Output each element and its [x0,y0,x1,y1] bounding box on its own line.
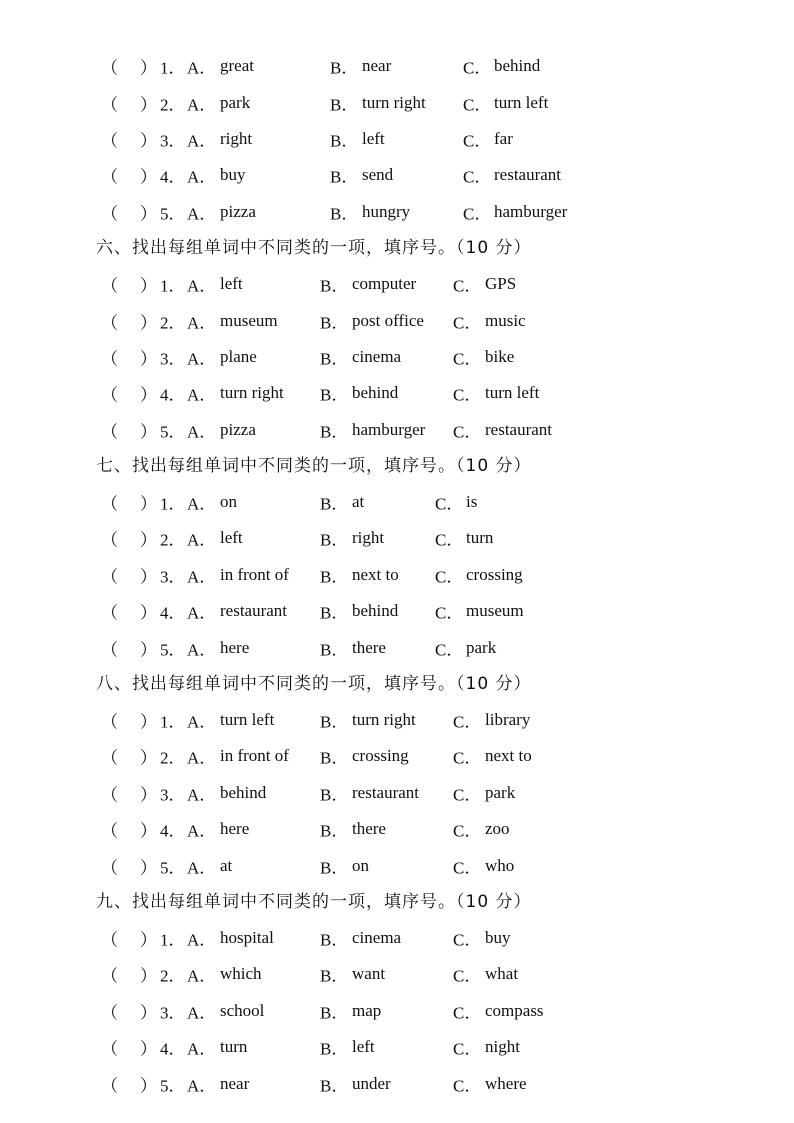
question-row [0,48,794,84]
option-a-word: in front of [220,564,289,584]
answer-paren-close: ） [140,567,157,587]
question-row [0,811,794,847]
option-a-word: which [220,964,262,984]
question-number: 1． [160,712,186,732]
question-row [0,920,794,956]
option-a-word: hospital [220,928,274,947]
option-c-label: C． [453,785,482,805]
answer-paren-open[interactable]: （ [101,966,118,986]
option-a-label: A． [187,313,217,333]
question-number: 3． [160,131,186,151]
option-a-label: A． [187,422,217,442]
question-row [0,84,794,120]
option-b-word: hungry [362,201,411,221]
answer-paren-open[interactable]: （ [101,422,118,442]
answer-paren-open[interactable]: （ [101,785,118,805]
answer-paren-close: ） [140,858,157,878]
option-b-word: map [352,1000,382,1020]
option-a-word: right [220,128,253,148]
option-b-label: B． [320,966,349,986]
answer-paren-open[interactable]: （ [101,640,118,660]
option-c-label: C． [463,58,492,78]
option-a-word: restaurant [220,601,288,621]
answer-paren-close: ） [140,167,157,187]
option-c-label: C． [463,95,492,115]
option-b-label: B． [320,748,349,768]
option-b-word: computer [352,274,417,294]
answer-paren-close: ） [140,58,157,78]
answer-paren-open[interactable]: （ [101,131,118,151]
question-section [0,666,794,884]
option-c-word: GPS [485,274,517,294]
question-row [0,1065,794,1101]
option-a-label: A． [187,385,217,405]
question-number: 5． [160,204,186,224]
option-a-label: A． [187,785,217,805]
answer-paren-close: ） [140,930,157,950]
option-c-label: C． [453,276,482,296]
question-number: 5． [160,640,186,660]
question-number: 3． [160,785,186,805]
answer-paren-close: ） [140,385,157,405]
question-number: 3． [160,1003,186,1023]
question-row [0,302,794,338]
question-number: 2． [160,748,186,768]
option-c-label: C． [453,930,482,950]
option-a-label: A． [187,131,217,151]
option-c-word: night [485,1037,520,1057]
option-c-word: crossing [466,564,523,584]
option-c-word: turn left [485,383,540,403]
question-row [0,702,794,738]
question-row [0,557,794,593]
option-c-word: park [466,637,497,657]
option-b-word: left [362,128,385,148]
answer-paren-open[interactable]: （ [101,821,118,841]
question-number: 4． [160,1039,186,1059]
question-row [0,629,794,665]
option-b-word: there [352,819,386,839]
question-row [0,1029,794,1065]
option-b-word: send [362,165,394,185]
question-number: 1． [160,276,186,296]
answer-paren-open[interactable]: （ [101,858,118,878]
option-a-word: turn [220,1037,248,1057]
option-b-label: B． [320,1003,349,1023]
option-b-label: B． [320,640,349,660]
option-c-label: C． [453,966,482,986]
question-row [0,266,794,302]
option-c-label: C． [453,422,482,442]
question-row [0,593,794,629]
answer-paren-open[interactable]: （ [101,494,118,514]
answer-paren-close: ） [140,131,157,151]
option-a-word: buy [220,165,246,185]
option-b-word: on [352,855,369,875]
option-a-word: pizza [220,419,256,439]
option-c-label: C． [435,530,464,550]
option-c-label: C． [453,1003,482,1023]
option-b-label: B． [320,858,349,878]
answer-paren-open[interactable]: （ [101,930,118,950]
option-c-label: C． [453,821,482,841]
option-c-word: restaurant [485,419,553,439]
answer-paren-open[interactable]: （ [101,385,118,405]
answer-paren-close: ） [140,1003,157,1023]
option-c-label: C． [435,494,464,514]
option-a-word: school [220,1000,265,1020]
option-a-label: A． [187,567,217,587]
option-b-label: B． [320,712,349,732]
answer-paren-open[interactable]: （ [101,276,118,296]
question-number: 5． [160,1076,186,1096]
option-a-label: A． [187,821,217,841]
option-a-label: A． [187,95,217,115]
option-c-label: C． [463,131,492,151]
option-a-label: A． [187,640,217,660]
question-number: 2． [160,966,186,986]
question-number: 2． [160,530,186,550]
answer-paren-close: ） [140,1076,157,1096]
option-c-label: C． [453,349,482,369]
answer-paren-open[interactable]: （ [101,167,118,187]
question-number: 4． [160,385,186,405]
option-a-word: turn right [220,383,284,403]
question-row [0,121,794,157]
option-a-label: A． [187,1003,217,1023]
option-a-word: left [220,528,243,548]
option-a-word: here [220,819,250,839]
option-b-word: crossing [352,746,409,766]
option-c-word: turn left [494,92,549,112]
question-number: 5． [160,422,186,442]
option-a-word: here [220,637,250,657]
option-a-word: near [220,1073,250,1093]
option-c-label: C． [453,385,482,405]
answer-paren-close: ） [140,204,157,224]
option-c-label: C． [435,603,464,623]
option-c-label: C． [453,313,482,333]
answer-paren-open[interactable]: （ [101,748,118,768]
section-heading: 七、找出每组单词中不同类的一项，填序号。（10 分） [96,455,532,476]
option-b-word: near [362,56,392,76]
option-a-word: left [220,274,243,294]
answer-paren-close: ） [140,712,157,732]
option-c-word: who [485,855,515,875]
option-b-word: want [352,964,386,984]
option-a-label: A． [187,530,217,550]
option-b-label: B． [330,204,359,224]
question-number: 3． [160,567,186,587]
option-b-label: B． [330,167,359,187]
option-b-label: B． [330,58,359,78]
option-c-word: music [485,310,526,330]
option-b-label: B． [320,785,349,805]
question-row [0,775,794,811]
answer-paren-open[interactable]: （ [101,603,118,623]
question-row [0,157,794,193]
option-a-word: museum [220,310,278,330]
option-b-word: right [352,528,385,548]
answer-paren-open[interactable]: （ [101,567,118,587]
option-c-word: far [494,128,513,148]
option-c-word: zoo [485,819,510,839]
option-c-word: buy [485,928,511,947]
option-b-word: turn right [352,710,416,730]
option-a-label: A． [187,930,217,950]
option-c-word: what [485,964,519,984]
option-b-word: cinema [352,928,402,947]
option-c-word: behind [494,56,541,76]
option-c-word: library [485,710,531,730]
option-c-label: C． [453,748,482,768]
option-a-word: at [220,855,233,875]
option-b-label: B． [320,1039,349,1059]
option-a-label: A． [187,167,217,187]
option-c-label: C． [463,167,492,187]
option-b-word: hamburger [352,419,426,439]
option-a-label: A． [187,276,217,296]
section-heading: 八、找出每组单词中不同类的一项，填序号。（10 分） [96,673,532,694]
option-a-label: A． [187,966,217,986]
answer-paren-close: ） [140,966,157,986]
option-a-label: A． [187,349,217,369]
answer-paren-close: ） [140,313,157,333]
answer-paren-open[interactable]: （ [101,712,118,732]
option-a-label: A． [187,1039,217,1059]
question-number: 1． [160,58,186,78]
option-b-label: B． [320,349,349,369]
section-heading: 六、找出每组单词中不同类的一项，填序号。（10 分） [96,237,532,258]
question-section [0,230,794,448]
question-row [0,738,794,774]
option-c-word: bike [485,346,515,366]
answer-paren-open[interactable]: （ [101,313,118,333]
option-b-word: turn right [362,92,426,112]
option-b-word: there [352,637,386,657]
section-heading: 九、找出每组单词中不同类的一项，填序号。（10 分） [96,891,532,912]
option-a-label: A． [187,58,217,78]
option-c-word: compass [485,1000,544,1020]
option-c-word: where [485,1073,527,1093]
question-number: 4． [160,821,186,841]
answer-paren-close: ） [140,821,157,841]
answer-paren-close: ） [140,276,157,296]
question-row [0,993,794,1029]
option-a-label: A． [187,603,217,623]
option-b-word: restaurant [352,782,420,802]
option-b-word: under [352,1073,391,1093]
option-b-label: B． [320,313,349,333]
option-a-word: in front of [220,746,289,766]
option-a-word: turn left [220,710,275,730]
option-c-word: restaurant [494,165,562,185]
answer-paren-open[interactable]: （ [101,204,118,224]
answer-paren-open[interactable]: （ [101,349,118,369]
answer-paren-close: ） [140,785,157,805]
option-c-word: park [485,782,516,802]
question-number: 2． [160,95,186,115]
option-b-word: next to [352,564,399,584]
option-b-label: B． [320,494,349,514]
question-row [0,847,794,883]
option-b-label: B． [320,276,349,296]
question-row [0,484,794,520]
question-number: 1． [160,494,186,514]
option-a-label: A． [187,1076,217,1096]
answer-paren-close: ） [140,95,157,115]
answer-paren-open[interactable]: （ [101,1003,118,1023]
option-a-label: A． [187,204,217,224]
answer-paren-close: ） [140,603,157,623]
option-a-label: A． [187,712,217,732]
answer-paren-close: ） [140,422,157,442]
option-b-word: at [352,492,365,512]
option-a-word: on [220,492,237,512]
option-b-label: B． [320,385,349,405]
option-b-label: B． [320,567,349,587]
question-number: 2． [160,313,186,333]
option-b-label: B． [320,930,349,950]
question-row [0,412,794,448]
question-number: 1． [160,930,186,950]
option-c-label: C． [453,858,482,878]
question-row [0,375,794,411]
question-number: 3． [160,349,186,369]
answer-paren-open[interactable]: （ [101,530,118,550]
option-c-label: C． [435,640,464,660]
option-a-word: plane [220,346,257,366]
answer-paren-open[interactable]: （ [101,1076,118,1096]
option-c-label: C． [435,567,464,587]
option-b-label: B． [320,603,349,623]
question-number: 5． [160,858,186,878]
option-c-label: C． [453,1039,482,1059]
option-a-label: A． [187,494,217,514]
question-number: 4． [160,167,186,187]
question-number: 4． [160,603,186,623]
option-b-label: B． [330,131,359,151]
option-b-word: behind [352,383,399,403]
answer-paren-close: ） [140,640,157,660]
option-c-label: C． [453,1076,482,1096]
question-row [0,194,794,230]
answer-paren-close: ） [140,748,157,768]
answer-paren-open[interactable]: （ [101,58,118,78]
option-c-word: museum [466,601,524,621]
option-c-word: is [466,492,478,512]
option-b-word: post office [352,310,424,330]
option-b-label: B． [320,530,349,550]
option-b-label: B． [320,422,349,442]
option-a-label: A． [187,748,217,768]
option-c-label: C． [453,712,482,732]
question-row [0,956,794,992]
option-b-label: B． [330,95,359,115]
option-a-word: great [220,56,254,76]
option-c-label: C． [463,204,492,224]
option-b-label: B． [320,1076,349,1096]
option-c-word: turn [466,528,494,548]
answer-paren-open[interactable]: （ [101,95,118,115]
question-section [0,884,794,1102]
answer-paren-open[interactable]: （ [101,1039,118,1059]
option-a-word: park [220,92,251,112]
option-b-word: cinema [352,346,402,366]
answer-paren-close: ） [140,530,157,550]
question-row [0,520,794,556]
answer-paren-close: ） [140,349,157,369]
option-c-word: hamburger [494,201,568,221]
option-a-label: A． [187,858,217,878]
option-b-word: left [352,1037,375,1057]
option-a-word: pizza [220,201,256,221]
answer-paren-close: ） [140,494,157,514]
option-a-word: behind [220,782,267,802]
question-section [0,448,794,666]
answer-paren-close: ） [140,1039,157,1059]
option-b-label: B． [320,821,349,841]
question-row [0,339,794,375]
option-c-word: next to [485,746,532,766]
worksheet [0,48,794,1102]
question-section [0,48,794,230]
option-b-word: behind [352,601,399,621]
